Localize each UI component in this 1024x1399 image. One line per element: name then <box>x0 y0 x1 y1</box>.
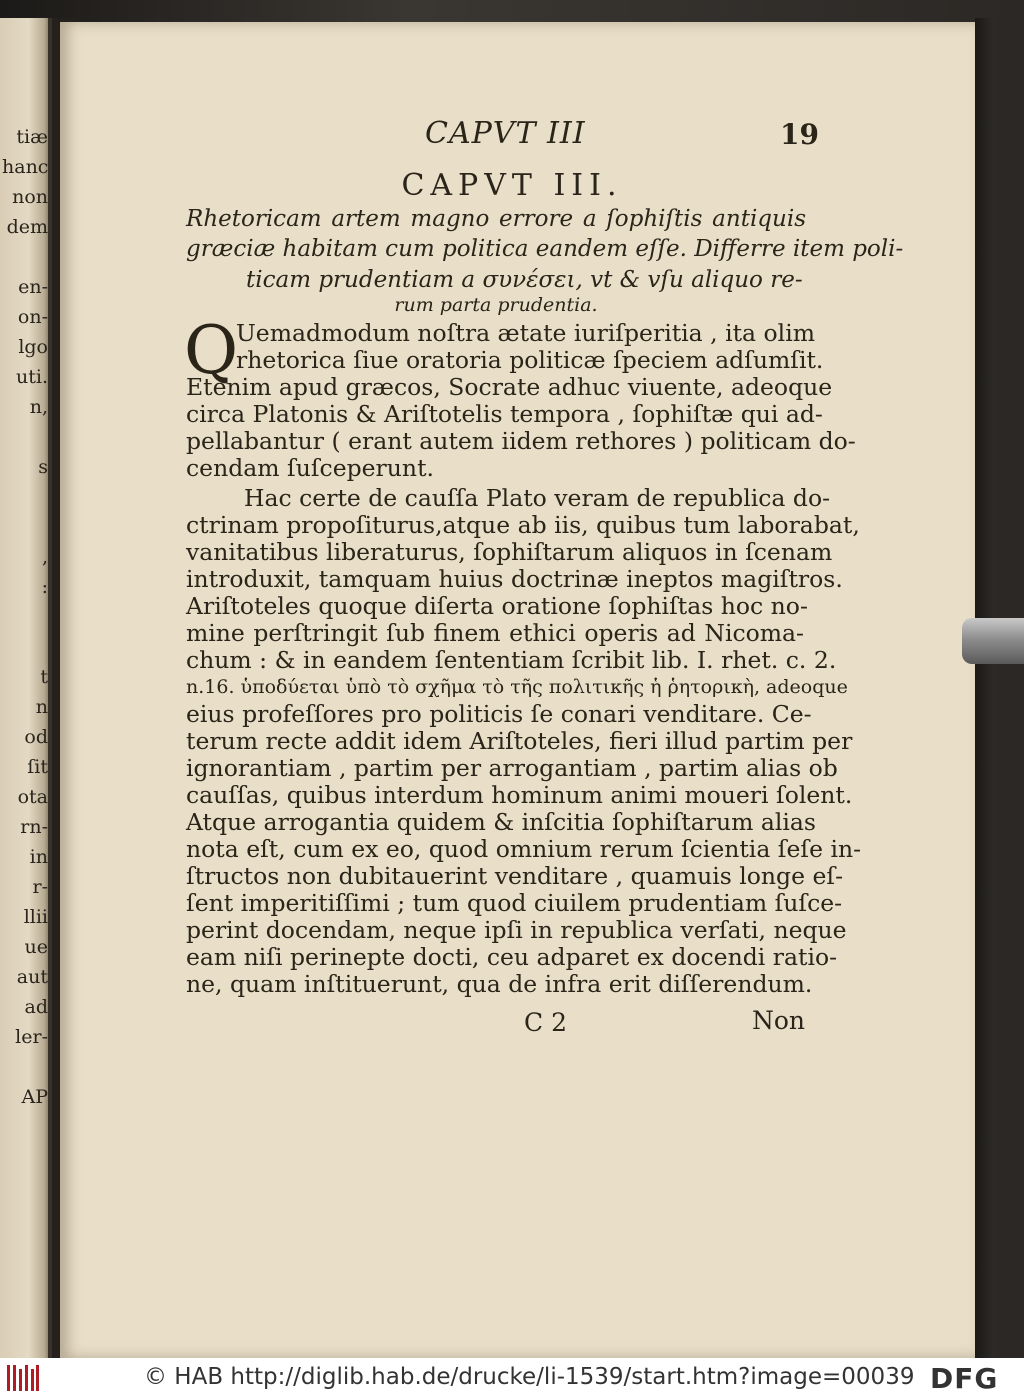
facing-page-fragment: n <box>35 696 48 718</box>
summary-line: ticam prudentiam a συνέσει, vt & vſu aliquo re- <box>246 267 803 293</box>
summary-line: rum parta prudentia. <box>394 294 598 316</box>
facing-page-fragment: uti. <box>16 366 48 388</box>
facing-page-fragment: n, <box>29 396 48 418</box>
facing-page-fragment: non <box>12 186 48 208</box>
facing-page-fragment: od <box>24 726 48 748</box>
facing-page-fragment: lgo <box>18 336 48 358</box>
facing-page-fragment: llii <box>23 906 48 928</box>
hab-logo-icon <box>6 1363 40 1393</box>
body-line: chum : & in eandem ſententiam ſcribit lib. I. rhet. c. 2. <box>186 646 837 674</box>
facing-page-fragment: AP <box>21 1086 48 1108</box>
body-line: Ariſtoteles quoque diſerta oratione ſophiſtas hoc no- <box>186 592 808 620</box>
body-line: Uemadmodum noſtra ætate iuriſperitia , ita olim <box>236 319 815 347</box>
facing-page-fragment: , <box>41 546 48 568</box>
body-line: introduxit, tamquam huius doctrinæ ineptos magiſtros. <box>186 565 843 593</box>
body-line: circa Platonis & Ariſtotelis tempora , ſophiſtæ qui ad- <box>186 400 823 428</box>
page-number: 19 <box>780 118 819 151</box>
facing-page-fragment: tiæ <box>16 126 48 148</box>
facing-page-fragment: t <box>40 666 48 688</box>
body-line: cendam ſuſceperunt. <box>186 454 434 482</box>
body-line: ſent imperitiſſimi ; tum quod ciuilem prudentiam ſuſce- <box>186 889 843 917</box>
facing-page-fragment: hanc <box>2 156 49 178</box>
body-line: n.16. ὑποδύεται ὑπὸ τὸ σχῆμα τὸ τῆς πολιτικῆς ἡ ῥητορικὴ, adeoque <box>186 676 848 698</box>
body-line: Hac certe de cauſſa Plato veram de republica do- <box>244 484 831 512</box>
drop-capital: Q <box>184 312 239 389</box>
body-line: ſtructos non dubitauerint venditare , quamuis longe eſ- <box>186 862 844 890</box>
body-line: ignorantiam , partim per arrogantiam , partim alias ob <box>186 754 838 782</box>
chapter-caption: CAPVT III. <box>401 168 623 203</box>
facing-page-fragment: in <box>29 846 48 868</box>
body-line: cauſſas, quibus interdum hominum animi moueri ſolent. <box>186 781 853 809</box>
facing-page-fragment: ſit <box>27 756 48 778</box>
facing-page-fragment: ler- <box>15 1026 48 1048</box>
body-line: mine perſtringit ſub finem ethici operis ad Nicoma- <box>186 619 804 647</box>
facing-page-fragment: aut <box>16 966 48 988</box>
catchword: Non <box>752 1006 806 1035</box>
body-line: nota eſt, cum ex eo, quod omnium rerum ſcientia ſeſe in- <box>186 835 862 863</box>
summary-line: græciæ habitam cum politica eandem eſſe. Differre item poli- <box>186 236 904 262</box>
facing-page-fragment: r- <box>32 876 48 898</box>
facing-page-fragment: dem <box>6 216 48 238</box>
signature-mark: C 2 <box>524 1008 567 1037</box>
body-line: Etenim apud græcos, Socrate adhuc viuente, adeoque <box>186 373 833 401</box>
copyright-link[interactable]: © HAB http://diglib.hab.de/drucke/li-1539/start.htm?image=00039 <box>144 1364 915 1390</box>
running-title: CAPVT III <box>425 116 586 151</box>
body-line: eam niſi perinepte docti, ceu adparet ex docendi ratio- <box>186 943 838 971</box>
body-line: pellabantur ( erant autem iidem rethores ) politicam do- <box>186 427 856 455</box>
facing-page-fragment: ad <box>24 996 48 1018</box>
body-line: perint docendam, neque ipſi in republica verſati, neque <box>186 916 847 944</box>
dfg-logo: DFG <box>930 1362 999 1395</box>
facing-page-edge <box>0 18 52 1358</box>
body-line: vanitatibus liberaturus, ſophiſtarum aliquos in ſcenam <box>186 538 833 566</box>
body-line: rhetorica ſiue oratoria politicæ ſpeciem adſumſit. <box>236 346 824 374</box>
facing-page-fragment: ue <box>24 936 48 958</box>
facing-page-fragment: : <box>41 576 48 598</box>
body-line: Atque arrogantia quidem & inſcitia ſophiſtarum alias <box>186 808 816 836</box>
body-line: terum recte addit idem Ariſtoteles, fieri illud partim per <box>186 727 853 755</box>
facing-page-fragment: ota <box>17 786 48 808</box>
facing-page-fragment: en- <box>18 276 48 298</box>
facing-page-fragment: on- <box>17 306 48 328</box>
right-strap <box>975 18 995 1358</box>
body-line: eius profeſſores pro politicis ſe conari venditare. Ce- <box>186 700 812 728</box>
page-clamp <box>962 618 1024 664</box>
body-line: ctrinam propoſiturus,atque ab iis, quibus tum laborabat, <box>186 511 860 539</box>
facing-page-fragment: s <box>38 456 48 478</box>
summary-line: Rhetoricam artem magno errore a ſophiſtis antiquis <box>186 206 806 232</box>
body-line: ne, quam inſtituerunt, qua de infra erit diſſerendum. <box>186 970 813 998</box>
facing-page-fragment: rn- <box>20 816 48 838</box>
